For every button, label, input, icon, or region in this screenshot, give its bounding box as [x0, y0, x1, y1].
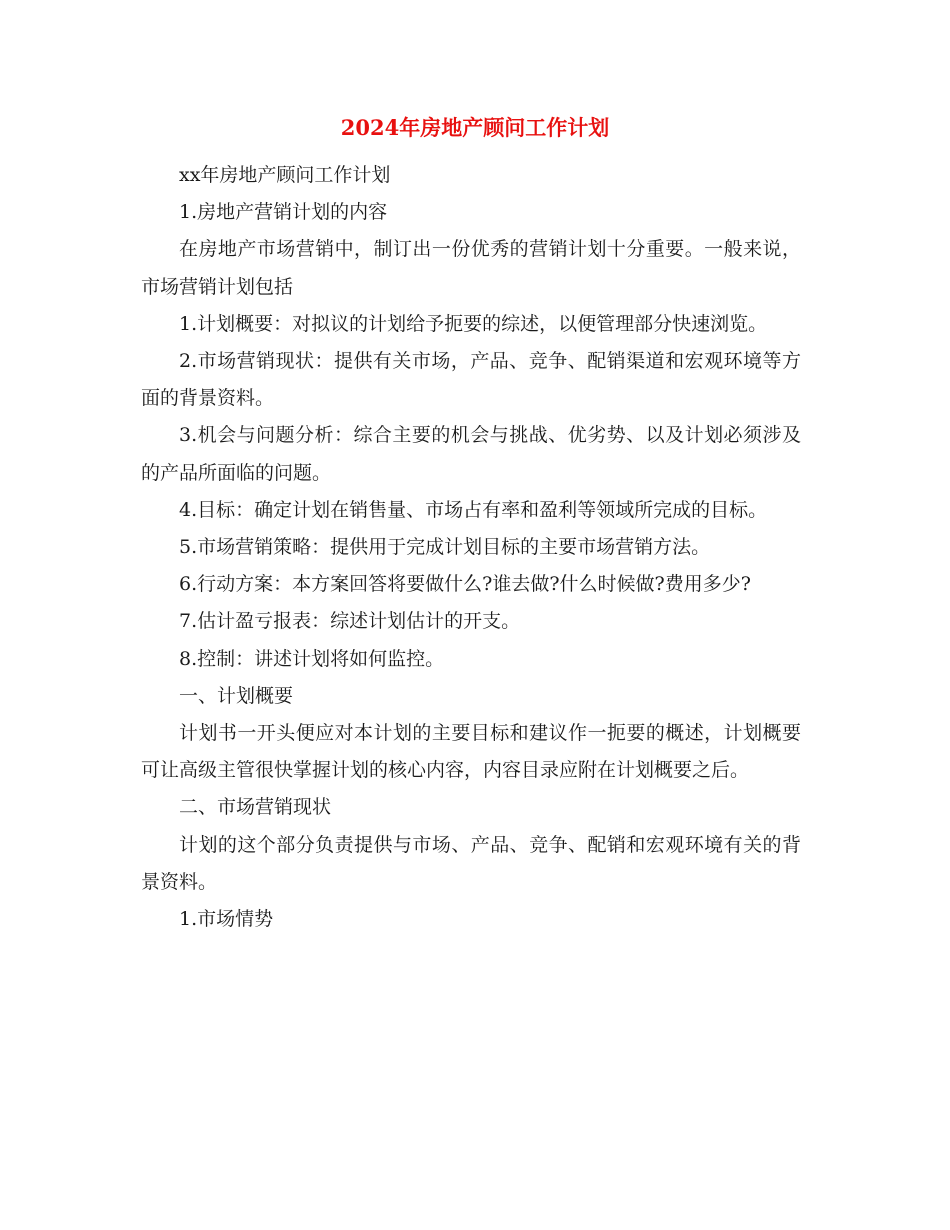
- paragraph: xx年房地产顾问工作计划: [179, 164, 391, 186]
- paragraph: 计划书一开头便应对本计划的主要目标和建议作一扼要的概述，计划概要可让高级主管很快掌握计划的核心内容，内容目录应附在计划概要之后。: [141, 722, 801, 782]
- paragraph: 1.市场情势: [179, 908, 274, 931]
- paragraph: 2.市场营销现状：提供有关市场，产品、竞争、配销渠道和宏观环境等方面的背景资料。: [141, 350, 801, 410]
- paragraph: 5.市场营销策略：提供用于完成计划目标的主要市场营销方法。: [179, 536, 711, 559]
- paragraph: 计划的这个部分负责提供与市场、产品、竞争、配销和宏观环境有关的背景资料。: [141, 833, 801, 893]
- paragraph: 7.估计盈亏报表：综述计划估计的开支。: [179, 610, 521, 633]
- paragraph: 4.目标：确定计划在销售量、市场占有率和盈利等领域所完成的目标。: [179, 498, 768, 521]
- paragraph: 1.计划概要：对拟议的计划给予扼要的综述，以便管理部分快速浏览。: [179, 312, 768, 335]
- paragraph: 6.行动方案：本方案回答将要做什么?谁去做?什么时候做?费用多少?: [179, 573, 751, 596]
- document-body: [141, 157, 801, 938]
- paragraph: 8.控制：讲述计划将如何监控。: [179, 647, 445, 670]
- paragraph: 在房地产市场营销中，制订出一份优秀的营销计划十分重要。一般来说，市场营销计划包括: [141, 238, 801, 298]
- section-heading: 二、市场营销现状: [179, 796, 332, 819]
- document-title: 2024年房地产顾问工作计划: [340, 115, 610, 140]
- section-heading: 一、计划概要: [179, 684, 294, 707]
- paragraph: 3.机会与问题分析：综合主要的机会与挑战、优劣势、以及计划必须涉及的产品所面临的问题。: [141, 424, 801, 484]
- paragraph: 1.房地产营销计划的内容: [179, 201, 388, 224]
